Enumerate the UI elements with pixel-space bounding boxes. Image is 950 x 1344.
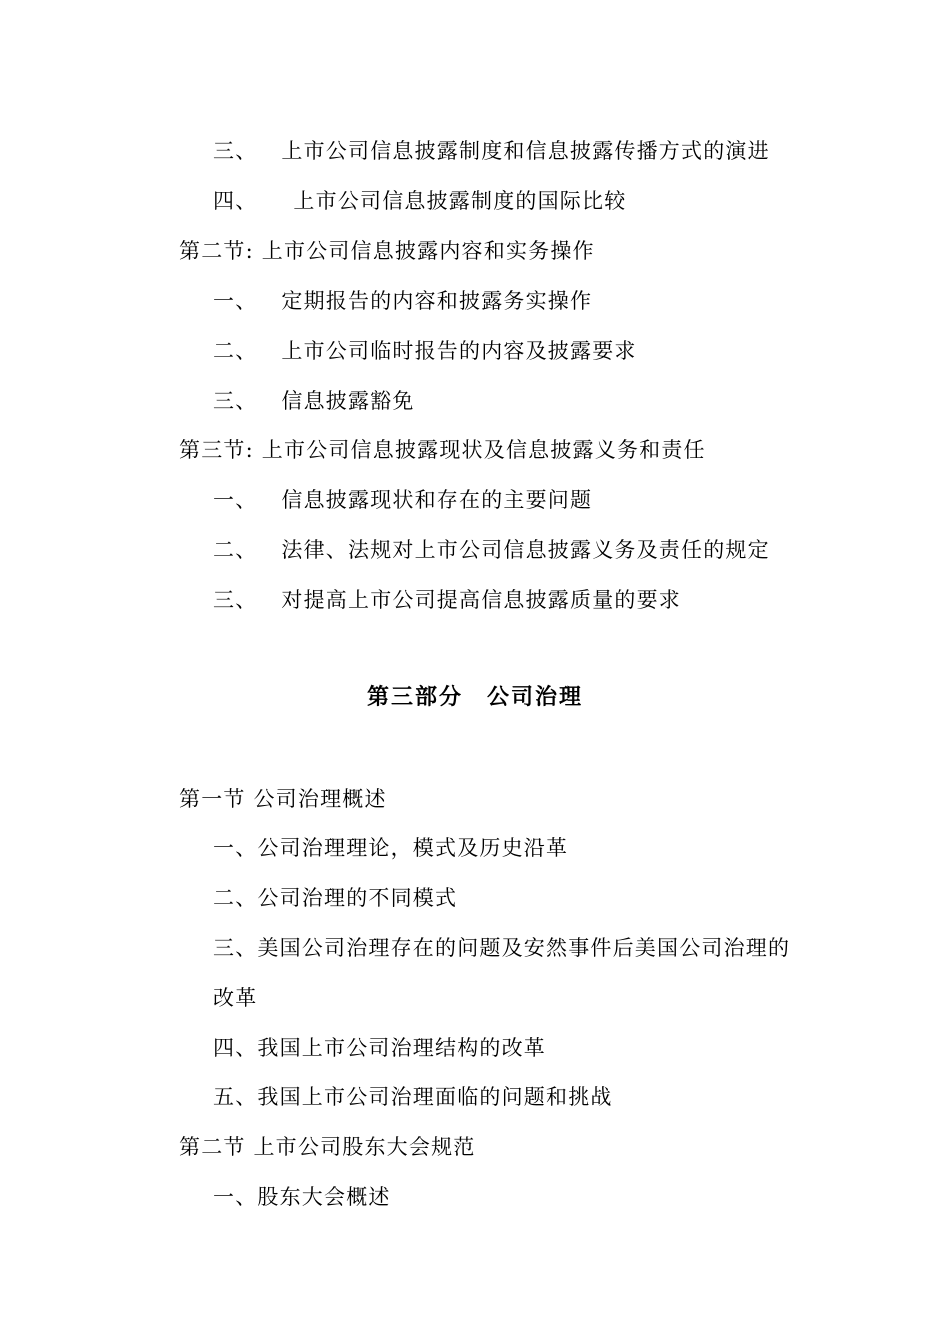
list-item bbox=[213, 586, 681, 614]
list-item bbox=[213, 187, 626, 215]
item-number: 三、 bbox=[213, 389, 258, 413]
item-text: 上市公司信息披露制度和信息披露传播方式的演进 bbox=[281, 139, 770, 163]
section-title: 第三节: 上市公司信息披露现状及信息披露义务和责任 bbox=[179, 438, 706, 462]
item-number: 四、 bbox=[213, 189, 258, 213]
section-title: 第一节 公司治理概述 bbox=[179, 787, 387, 811]
item-text: 信息披露豁免 bbox=[281, 389, 415, 413]
item-number: 三、 bbox=[213, 588, 258, 612]
item-number: 一、 bbox=[213, 289, 258, 313]
section-title: 第二节: 上市公司信息披露内容和实务操作 bbox=[179, 239, 595, 263]
item-text: 对提高上市公司提高信息披露质量的要求 bbox=[281, 588, 682, 612]
item-number: 二、 bbox=[213, 339, 258, 363]
item-text: 上市公司临时报告的内容及披露要求 bbox=[281, 339, 637, 363]
list-item: 四、我国上市公司治理结构的改革 bbox=[213, 1036, 546, 1060]
item-text: 上市公司信息披露制度的国际比较 bbox=[293, 189, 627, 213]
item-text: 法律、法规对上市公司信息披露义务及责任的规定 bbox=[281, 538, 770, 562]
list-item: 一、股东大会概述 bbox=[213, 1185, 391, 1209]
list-item-continuation: 改革 bbox=[213, 986, 258, 1010]
list-item bbox=[213, 137, 770, 165]
section-title: 第二节 上市公司股东大会规范 bbox=[179, 1135, 476, 1159]
list-item bbox=[213, 536, 770, 564]
list-item bbox=[213, 486, 592, 514]
list-item: 一、公司治理理论，模式及历史沿革 bbox=[213, 836, 569, 860]
list-item bbox=[213, 387, 415, 415]
item-number: 三、 bbox=[213, 139, 258, 163]
item-number: 一、 bbox=[213, 488, 258, 512]
part-heading: 第三部分 公司治理 bbox=[366, 685, 583, 710]
item-number: 二、 bbox=[213, 538, 258, 562]
list-item: 五、我国上市公司治理面临的问题和挑战 bbox=[213, 1085, 613, 1109]
item-text: 定期报告的内容和披露务实操作 bbox=[281, 289, 593, 313]
list-item bbox=[213, 287, 592, 315]
list-item: 二、公司治理的不同模式 bbox=[213, 886, 458, 910]
item-text: 信息披露现状和存在的主要问题 bbox=[281, 488, 593, 512]
list-item bbox=[213, 337, 637, 365]
list-item: 三、美国公司治理存在的问题及安然事件后美国公司治理的 bbox=[213, 936, 791, 960]
